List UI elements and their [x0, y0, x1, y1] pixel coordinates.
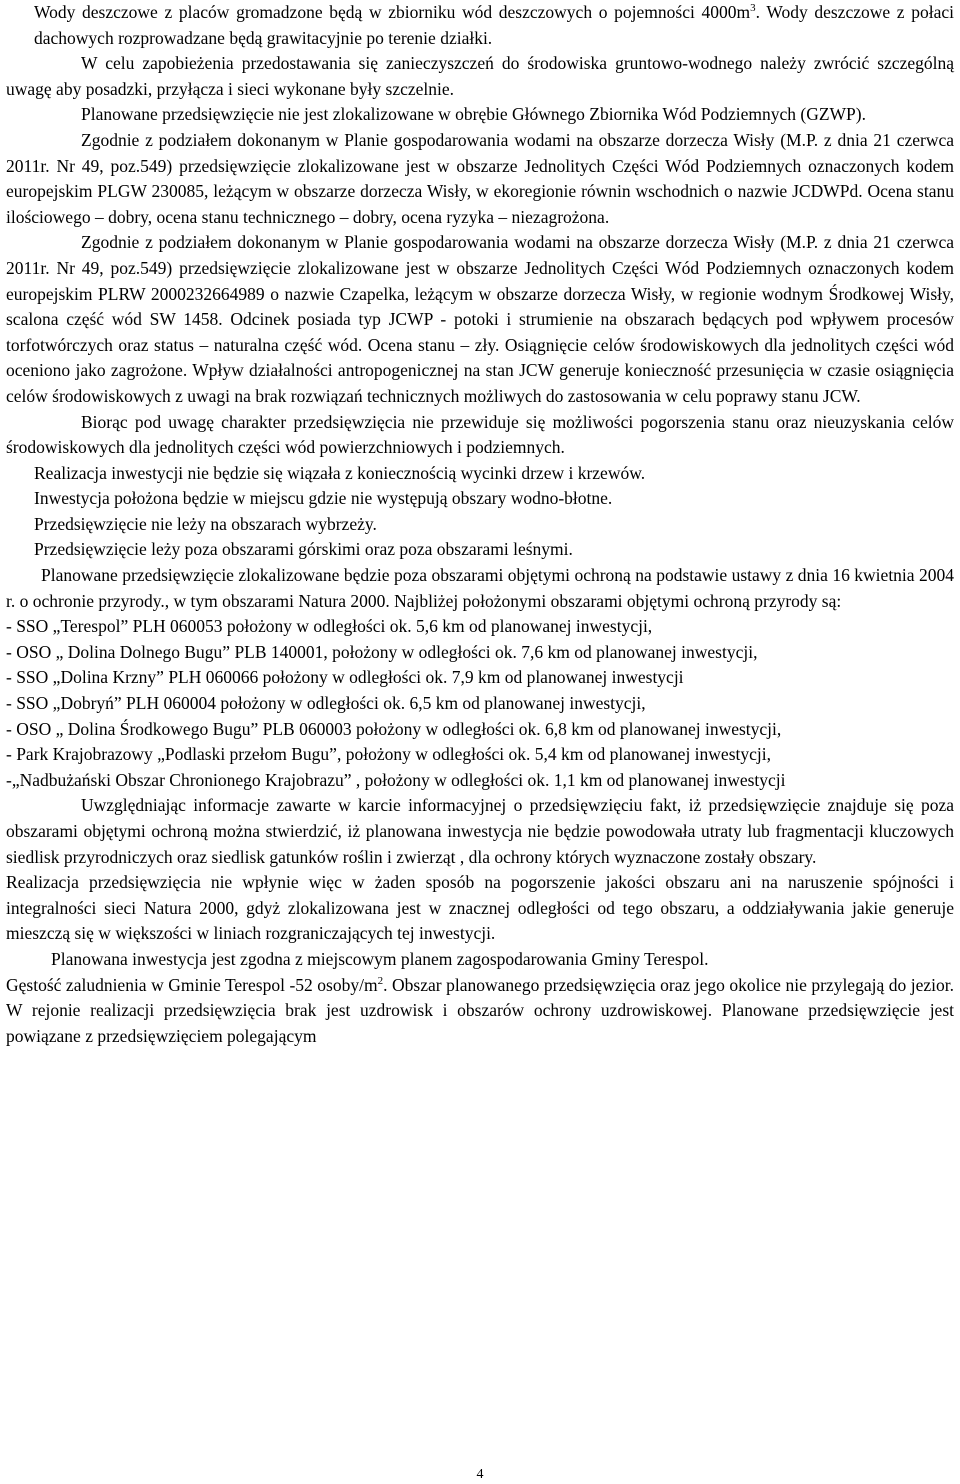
paragraph-wetlands: Inwestycja położona będzie w miejscu gdzie nie występują obszary wodno-błotne. — [34, 488, 613, 509]
list-item: - SSO „Dobryń” PLH 060004 położony w odległości ok. 6,5 km od planowanej inwestycji, — [6, 693, 646, 714]
paragraph-trees: Realizacja inwestycji nie będzie się wiązała z koniecznością wycinki drzew i krzewów. — [34, 462, 646, 483]
text-run: Wody deszczowe z placów gromadzone będą w zbiorniku wód deszczowych o pojemności 4000m — [34, 2, 751, 22]
paragraph-population-density — [6, 973, 954, 1050]
paragraph-plgw: Zgodnie z podziałem dokonanym w Planie gospodarowania wodami na obszarze dorzecza Wisły (M.P. z dnia 21 czerwca 2011r. Nr 49, poz.549) przedsięwzięcie zlokalizowane jest w obszarze Jednolitych Części Wód Podziemnych oznaczonych kodem europejskim PLGW 230085, leżącym w obszarze dorzecza Wisły, w ekoregionie równin wschodnich o nazwie JCDWPd. Ocena stanu ilościowego – dobry, ocena stanu technicznego – dobry, ocena ryzyka – niezagrożona. — [6, 129, 954, 227]
list-item: - SSO „Terespol” PLH 060053 położony w odległości ok. 5,6 km od planowanej inwestycji, — [6, 616, 653, 637]
paragraph-natura-2000: Realizacja przedsięwzięcia nie wpłynie więc w żaden sposób na pogorszenie jakości obszaru ani na naruszenie spójności i integralności sieci Natura 2000, gdyż zlokalizowana jest w znacznej odległości od tego obszaru, a oddziaływania jakie generuje mieszczą się w większości w liniach rozgraniczających tej inwestycji. — [6, 872, 954, 944]
list-item: - SSO „Dolina Krzny” PLH 060066 położony w odległości ok. 7,9 km od planowanej inwestycji — [6, 667, 684, 688]
paragraph-plrw: Zgodnie z podziałem dokonanym w Planie gospodarowania wodami na obszarze dorzecza Wisły (M.P. z dnia 21 czerwca 2011r. Nr 49, poz.549) przedsięwzięcie zlokalizowane jest w obszarze Jednolitych Części Wód Podziemnych oznaczonych kodem europejskim PLRW 2000232664989 o nazwie Czapelka, leżącym w obszarze dorzecza Wisły, w regionie wodnym Środkowej Wisły, scalona część wód SW 1458. Odcinek posiada typ JCWP - potoki i strumienie na obszarach będących pod wpływem procesów torfotwórczych oraz status – naturalna część wód. Ocena stanu – zły. Osiągnięcie celów środowiskowych dla jednolitych części wód oceniono jako zagrożone. Wpływ działalności antropogenicznej na stan JCW generuje konieczność przesunięcia w czasie osiągnięcia celów środowiskowych z uwagi na brak rozwiązań technicznych możliwych do zastosowania w celu poprawy stanu JCW. — [6, 232, 954, 406]
document-page — [6, 0, 954, 1049]
paragraph-zoning-plan: Planowana inwestycja jest zgodna z miejscowym planem zagospodarowania Gminy Terespol. — [51, 948, 709, 969]
paragraph-mountains: Przedsięwzięcie leży poza obszarami górskimi oraz poza obszarami leśnymi. — [34, 539, 573, 560]
protected-areas-list — [6, 614, 954, 793]
text-run: . Obszar planowanego przedsięwzięcia oraz jego okolice nie przylegają do jezior. W rejonie realizacji przedsięwzięcia brak jest uzdrowisk i obszarów ochrony uzdrowiskowej. Planowane przedsięwzięcie jest powiązane z przedsięwzięciem polegającym — [6, 974, 955, 1046]
paragraph-contamination: W celu zapobieżenia przedostawania się zanieczyszczeń do środowiska gruntowo-wodnego należy zwrócić szczególną uwagę aby posadzki, przyłącza i sieci wykonane były szczelnie. — [6, 53, 954, 99]
list-item: -„Nadbużański Obszar Chronionego Krajobrazu” , położony w odległości ok. 1,1 km od planowanej inwestycji — [6, 769, 786, 790]
list-item: - OSO „ Dolina Dolnego Bugu” PLB 140001, położony w odległości ok. 7,6 km od planowanej inwestycji, — [6, 641, 758, 662]
list-item: - OSO „ Dolina Środkowego Bugu” PLB 060003 położony w odległości ok. 6,8 km od planowanej inwestycji, — [6, 718, 782, 739]
page-number: 4 — [476, 1467, 484, 1482]
text-run: Gęstość zaludnienia w Gminie Terespol -52 osoby/m — [6, 974, 378, 995]
paragraph-no-deterioration: Biorąc pod uwagę charakter przedsięwzięcia nie przewiduje się możliwości pogorszenia stanu oraz nieuzyskania celów środowiskowych dla jednolitych części wód powierzchniowych i podziemnych. — [6, 411, 954, 458]
superscript: 2 — [377, 974, 384, 987]
paragraph-coast: Przedsięwzięcie nie leży na obszarach wybrzeży. — [34, 513, 377, 534]
superscript: 3 — [750, 2, 756, 15]
paragraph-gzwp: Planowane przedsięwzięcie nie jest zlokalizowane w obrębie Głównego Zbiornika Wód Podziemnych (GZWP). — [81, 104, 866, 125]
paragraph-protected-areas: Planowane przedsięwzięcie zlokalizowane będzie poza obszarami objętymi ochroną na podstawie ustawy z dnia 16 kwietnia 2004 r. o ochronie przyrody., w tym obszarami Natura 2000. Najbliżej położonymi obszarami objętymi ochroną przyrody są: — [6, 565, 954, 611]
paragraph-rainwater — [6, 0, 954, 51]
paragraph-conclusion: Uwzględniając informacje zawarte w karcie informacyjnej o przedsięwzięciu fakt, iż przedsięwzięcie znajduje się poza obszarami objętymi ochroną można stwierdzić, iż planowana inwestycja nie będzie powodowała utraty lub fragmentacji kluczowych siedlisk przyrodniczych oraz siedlisk gatunków roślin i zwierząt , dla ochrony których wyznaczone zostały obszary. — [6, 795, 954, 867]
text-run: . Wody deszczowe z połaci dachowych rozprowadzane będą grawitacyjnie po terenie działki. — [34, 2, 954, 48]
list-item: - Park Krajobrazowy „Podlaski przełom Bugu”, położony w odległości ok. 5,4 km od planowanej inwestycji, — [6, 744, 771, 765]
